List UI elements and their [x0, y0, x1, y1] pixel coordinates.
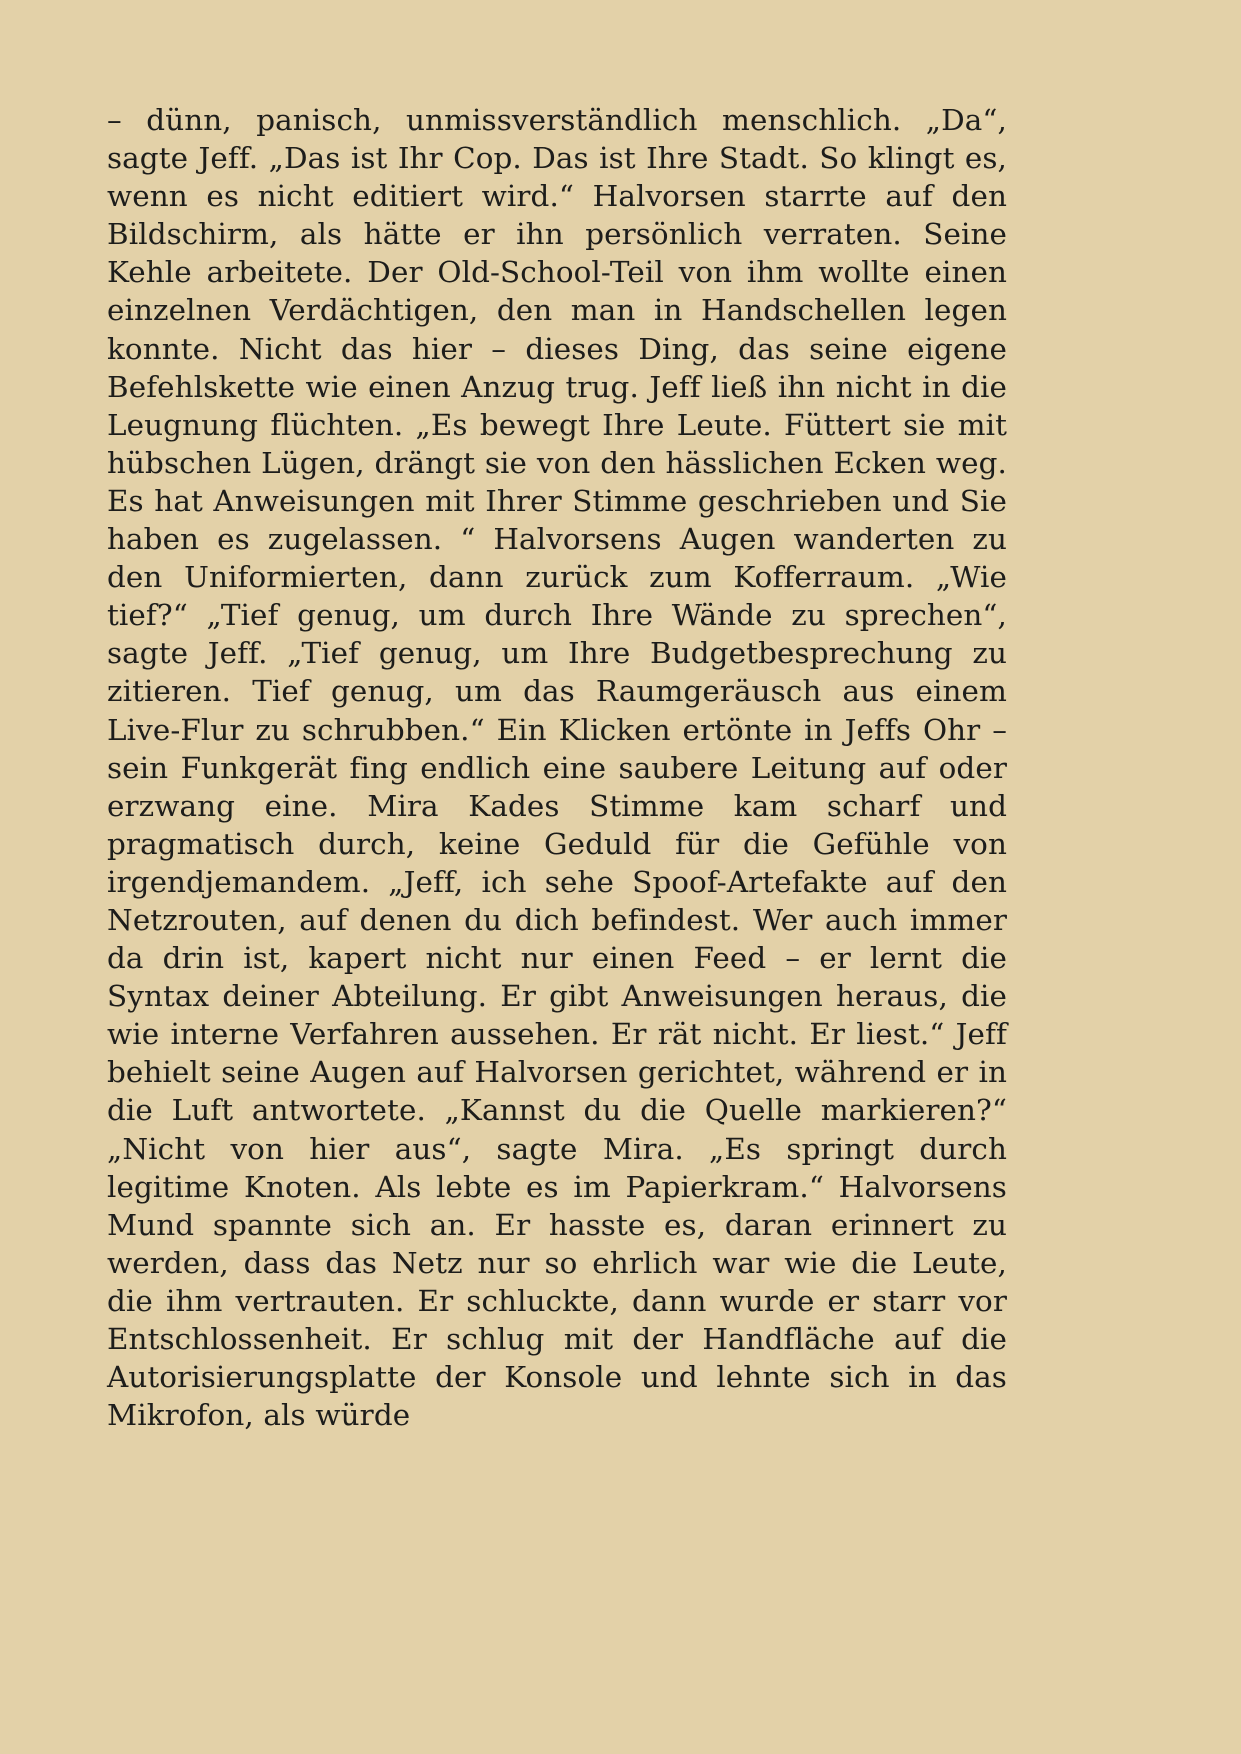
text-column	[107, 101, 1007, 1434]
body-paragraph: – dünn, panisch, unmissverständlich menschlich. „Da“, sagte Jeff. „Das ist Ihr Cop. Das ist Ihre Stadt. So klingt es, wenn es nicht editiert wird.“ Halvorsen starrte auf den Bildschirm, als hätte er ihn persönlich verraten. Seine Kehle arbeitete. Der Old-School-Teil von ihm wollte einen einzelnen Verdächtigen, den man in Handschellen legen konnte. Nicht das hier – dieses Ding, das seine eigene Befehlskette wie einen Anzug trug. Jeff ließ ihn nicht in die Leugnung flüchten. „Es bewegt Ihre Leute. Füttert sie mit hübschen Lügen, drängt sie von den hässlichen Ecken weg. Es hat Anweisungen mit Ihrer Stimme geschrieben und Sie haben es zugelassen. “ Halvorsens Augen wanderten zu den Uniformierten, dann zurück zum Kofferraum. „Wie tief?“ „Tief genug, um durch Ihre Wände zu sprechen“, sagte Jeff. „Tief genug, um Ihre Budgetbesprechung zu zitieren. Tief genug, um das Raumgeräusch aus einem Live-Flur zu schrubben.“ Ein Klicken ertönte in Jeffs Ohr – sein Funkgerät fing endlich eine saubere Leitung auf oder erzwang eine. Mira Kades Stimme kam scharf und pragmatisch durch, keine Geduld für die Gefühle von irgendjemandem. „Jeff, ich sehe Spoof-Artefakte auf den Netzrouten, auf denen du dich befindest. Wer auch immer da drin ist, kapert nicht nur einen Feed – er lernt die Syntax deiner Abteilung. Er gibt Anweisungen heraus, die wie interne Verfahren aussehen. Er rät nicht. Er liest.“ Jeff behielt seine Augen auf Halvorsen gerichtet, während er in die Luft antwortete. „Kannst du die Quelle markieren?“ „Nicht von hier aus“, sagte Mira. „Es springt durch legitime Knoten. Als lebte es im Papierkram.“ Halvorsens Mund spannte sich an. Er hasste es, daran erinnert zu werden, dass das Netz nur so ehrlich war wie die Leute, die ihm vertrauten. Er schluckte, dann wurde er starr vor Entschlossenheit. Er schlug mit der Handfläche auf die Autorisierungsplatte der Konsole und lehnte sich in das Mikrofon, als würde	[107, 103, 1007, 1433]
